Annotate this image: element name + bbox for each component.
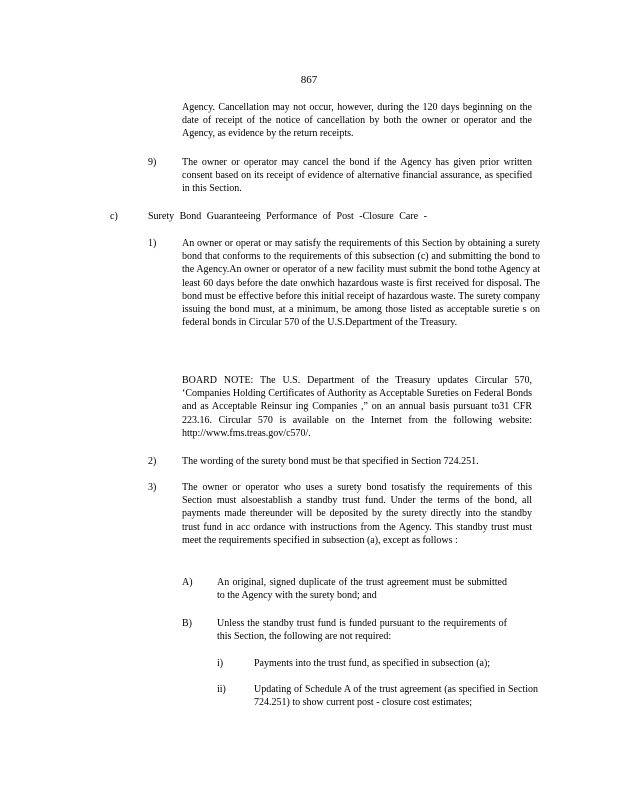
section-c-label: c) <box>110 211 118 222</box>
item-ii-label: ii) <box>217 684 226 695</box>
item-9-label: 9) <box>148 157 157 168</box>
item-2-text: The wording of the surety bond must be that specified in Section 724.251. <box>182 456 479 467</box>
item-1-text: An owner or operat or may satisfy the requirements of this Section by obtaining a surety bond that conforms to the requirements of this subsection (c) and submitting the bond to the Agency.An owner or operator of a new facility must submit the bond tothe Agency at least 60 days before the date onwhich hazardous waste is first received for disposal. The bond must be effective before this initial receipt of hazardous waste. The surety company issuing the bond must, at a minimum, be among those listed as acceptable suretie s on federal bonds in Circular 570 of the U.S.Department of the Treasury. <box>182 238 540 329</box>
item-A-text: An original, signed duplicate of the trust agreement must be submitted to the Agency with the surety bond; and <box>217 577 507 602</box>
item-ii-text: Updating of Schedule A of the trust agreement (as specified in Section 724.251) to show current post - closure cost estimates; <box>254 684 538 709</box>
item-B-label: B) <box>182 618 192 629</box>
item-9-text: The owner or operator may cancel the bond if the Agency has given prior written consent based on its receipt of evidence of alternative financial assurance, as specified in this Section. <box>182 157 532 195</box>
page-number: 867 <box>300 74 318 86</box>
item-2-label: 2) <box>148 456 157 467</box>
item-3-label: 3) <box>148 482 157 493</box>
item-3-text: The owner or operator who uses a surety bond tosatisfy the requirements of this Section must alsoestablish a standby trust fund. Under the terms of the bond, all payments made thereunder will be deposited by the surety directly into the standby trust fund in acc ordance with instructions from the Agency. This standby trust must meet the requirements specified in subsection (a), except as follows : <box>182 482 532 546</box>
board-note: BOARD NOTE: The U.S. Department of the Treasury updates Circular 570, ‘Companies Holding Certificates of Authority as Acceptable Sureties on Federal Bonds and as Acceptable Reinsur ing Companies ,” on an annual basis pursuant to31 CFR 223.16. Circular 570 is available on the Internet from the following website: http://www.fms.treas.gov/c570/. <box>182 375 532 439</box>
item-i-text: Payments into the trust fund, as specified in subsection (a); <box>254 658 491 669</box>
item-1-label: 1) <box>148 238 157 249</box>
section-c-heading: Surety Bond Guaranteeing Performance of Post -Closure Care - <box>148 211 427 222</box>
item-B-text: Unless the standby trust fund is funded pursuant to the requirements of this Section, the following are not required: <box>217 618 507 643</box>
item-i-label: i) <box>217 658 224 669</box>
continued-paragraph: Agency. Cancellation may not occur, however, during the 120 days beginning on the date of receipt of the notice of cancellation by both the owner or operator and the Agency, as evidence by the return receipts. <box>182 102 532 140</box>
item-A-label: A) <box>182 577 193 588</box>
